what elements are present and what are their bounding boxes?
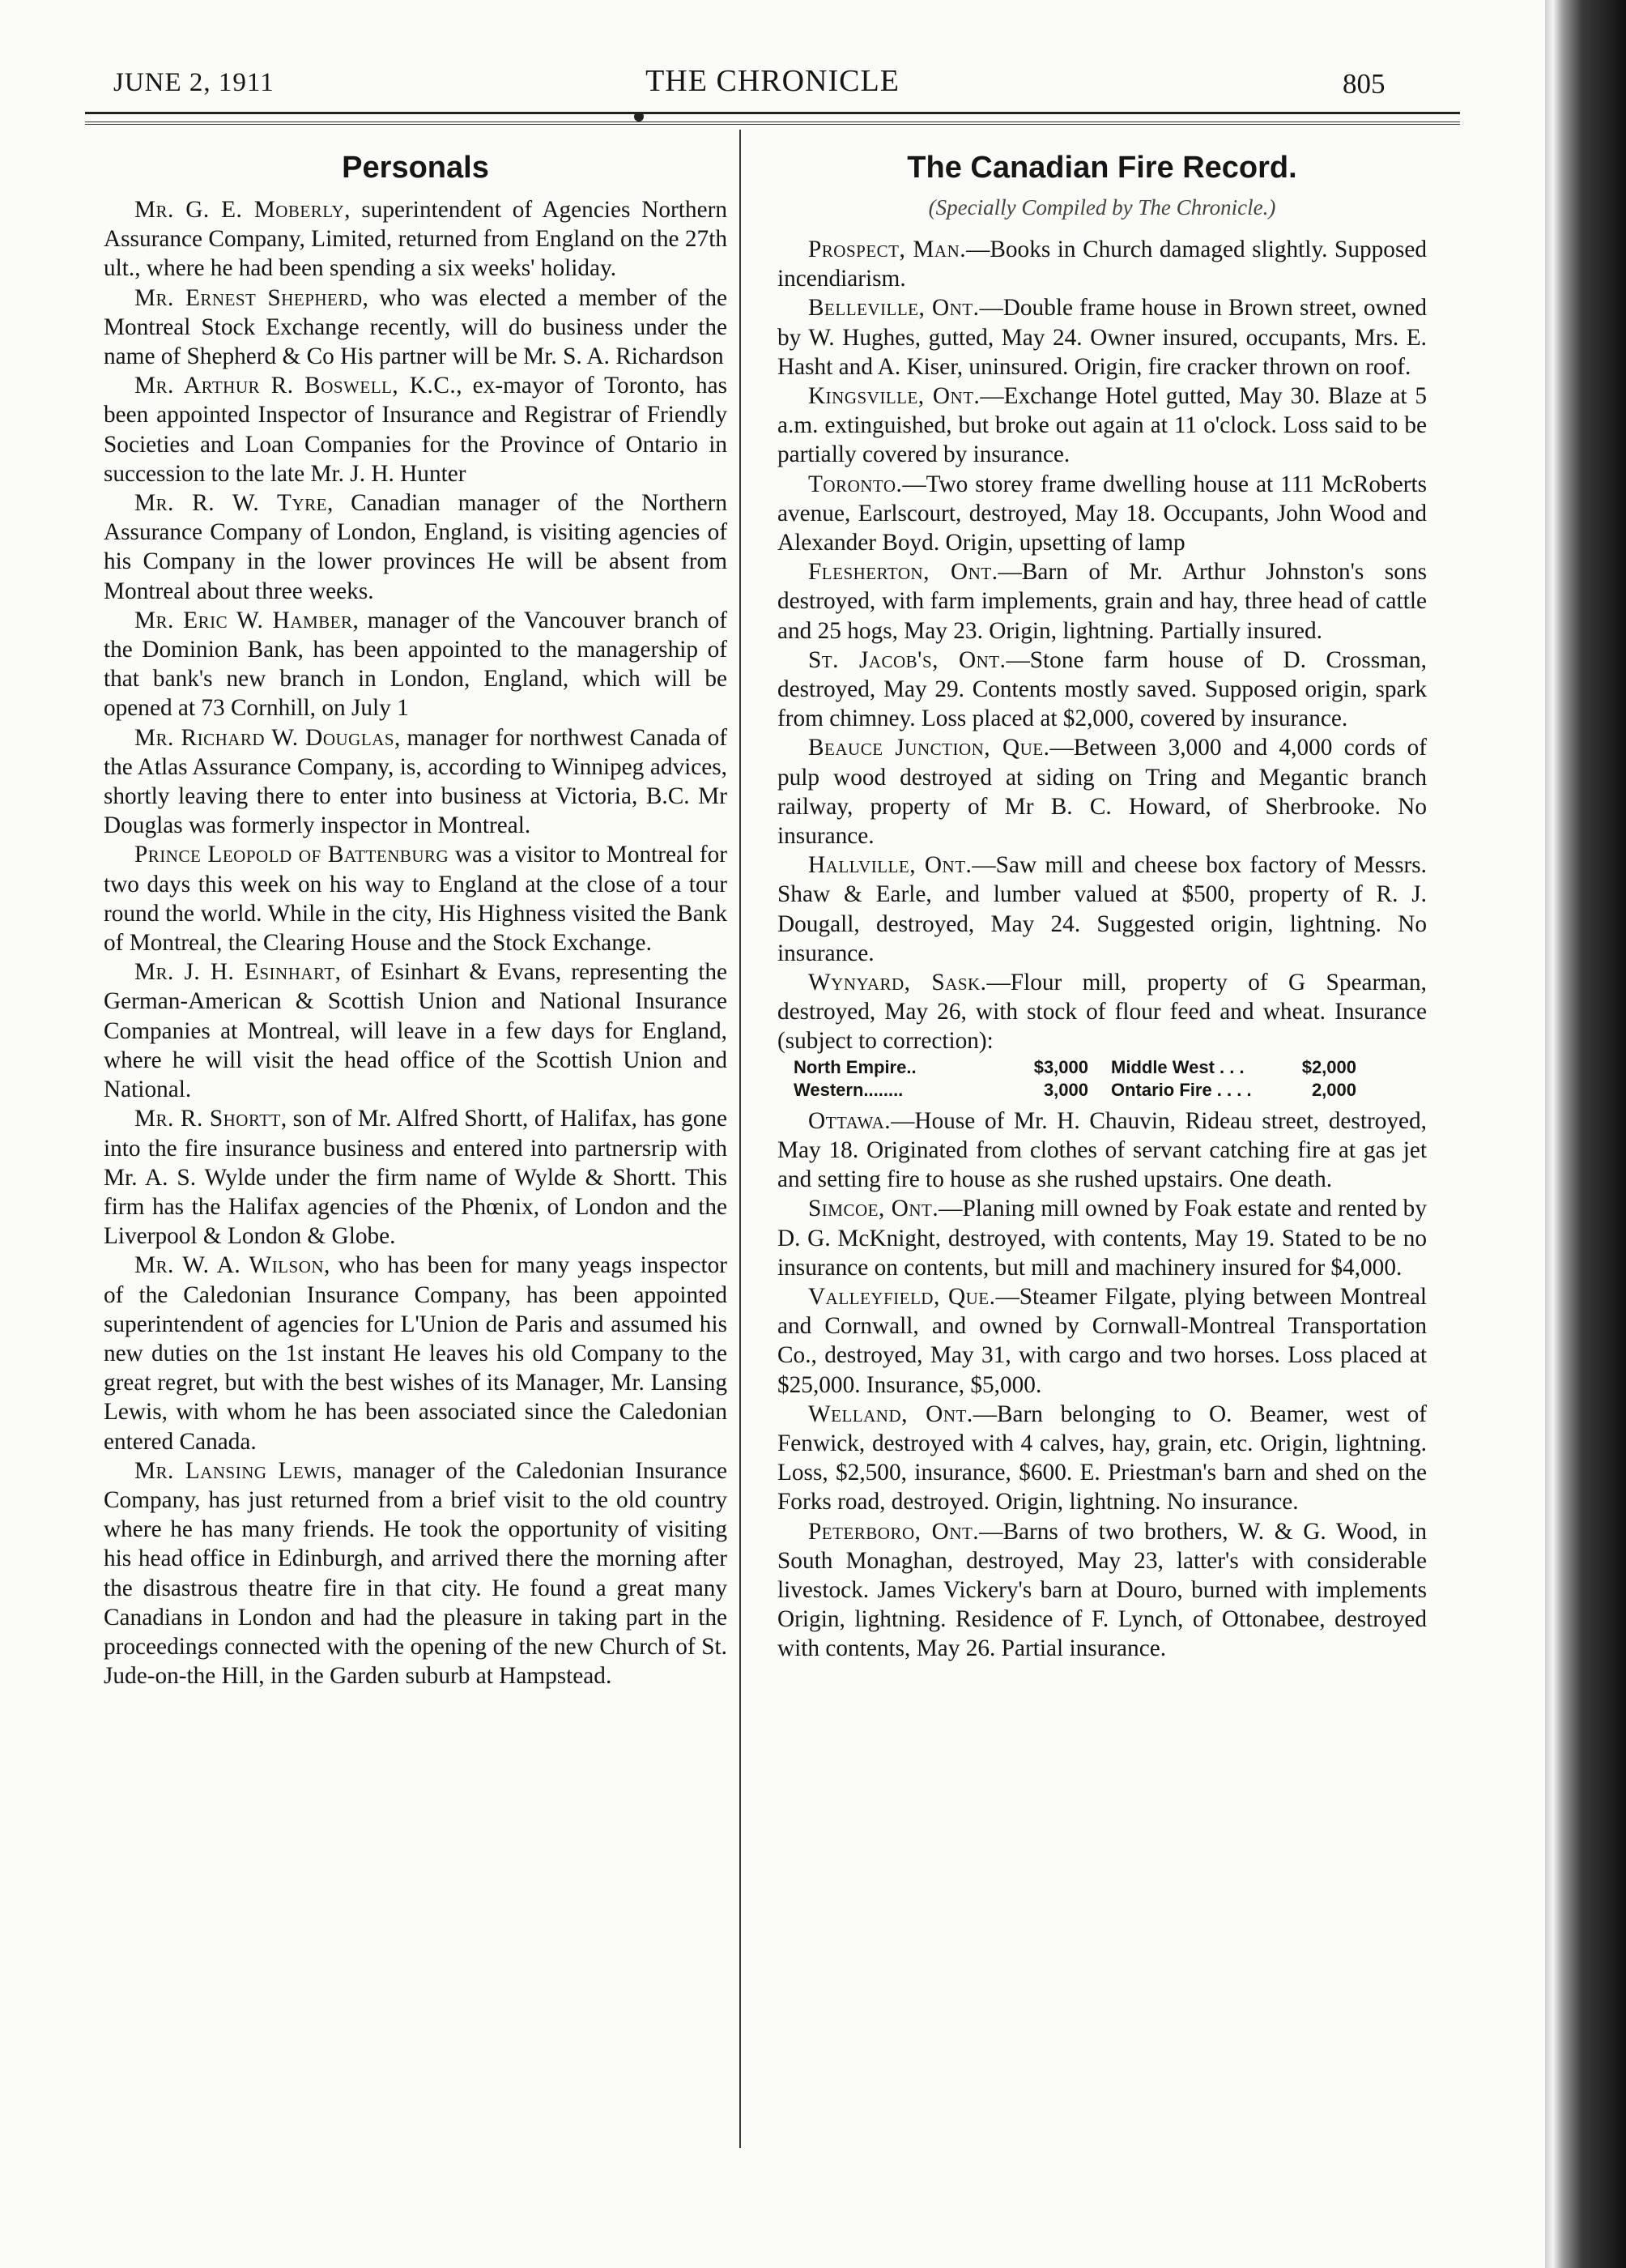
personals-list: [104, 195, 727, 1690]
fire-location: Beauce Junction, Que.: [808, 735, 1050, 761]
person-name: Prince Leopold of Battenburg: [134, 842, 449, 868]
person-name: Mr. R. Shortt: [134, 1106, 281, 1132]
personal-entry: [104, 606, 727, 723]
entry-text: —Steamer Filgate, plying between Montreal and Cornwall, and owned by Cornwall-Montreal Transportation Co., destroyed, May 31, with cargo and two horses. Loss placed at $25,000. Insurance, $5,000.: [777, 1283, 1428, 1398]
entry-text: , manager of the Vancouver branch of the Dominion Bank, has been appointed to the managership of that bank's new branch in London, England, which will be opened at 73 Cornhill, on July 1: [104, 607, 727, 722]
entry-text: , manager for northwest Canada of the Atlas Assurance Company, is, according to Winnipeg advices, shortly leaving there to enter into business at Victoria, B.C. Mr Douglas was formerly inspector in Montreal.: [104, 724, 727, 839]
insurance-table: [794, 1056, 1427, 1102]
insured-amount: 3,000: [1043, 1079, 1088, 1100]
fire-entry: [777, 646, 1427, 734]
fire-location: Toronto.: [808, 471, 903, 497]
issue-date: JUNE 2, 1911: [113, 68, 275, 97]
fire-record-list: [777, 235, 1427, 1056]
entry-text: , ex-mayor of Toronto, has been appointed Inspector of Insurance and Registrar of Friendly Societies and Loan Companies for the Province of Ontario in succession to the late Mr. J. H. Hunter: [104, 373, 728, 487]
insured-amount: $2,000: [1301, 1056, 1356, 1077]
fire-location: Peterboro, Ont.: [808, 1518, 980, 1545]
fire-entry: [777, 850, 1427, 968]
entry-text: —Barn of Mr. Arthur Johnston's sons destroyed, with farm implements, grain and hay, three head of cattle and 25 hogs, May 23. Origin, lightning. Partially insured.: [777, 559, 1427, 644]
entry-text: , who was elected a member of the Montreal Stock Exchange recently, will do business under the name of Shepherd & Co His partner will be Mr. S. A. Richardson: [104, 284, 727, 370]
insured-amount: $3,000: [1033, 1056, 1088, 1077]
entry-text: , of Esinhart & Evans, representing the German-American & Scottish Union and National Insurance Companies at Montreal, will leave in a few days for England, where he will visit the head office of the Scottish Union and National.: [104, 959, 728, 1103]
header-rule: [85, 112, 1460, 114]
fire-entry: [777, 235, 1427, 293]
entry-text: —Planing mill owned by Foak estate and rented by D. G. McKnight, destroyed, with contents, May 19. Stated to be no insurance on contents, but mill and machinery insured for $4,000.: [777, 1196, 1427, 1281]
fire-location: Hallville, Ont.: [808, 852, 973, 879]
entry-text: , superintendent of Agencies Northern Assurance Company, Limited, returned from England on the 27th ult., where he had been spending a six weeks' holiday.: [104, 197, 727, 282]
personal-entry: [104, 1251, 727, 1456]
personal-entry: [104, 195, 727, 284]
fire-entry: [777, 293, 1427, 382]
person-name: Mr. Lansing Lewis: [134, 1457, 337, 1484]
entry-text: —Flour mill, property of G Spearman, destroyed, May 26, with stock of flour feed and wheat. Insurance (subject to correction):: [777, 970, 1428, 1055]
entry-text: —Barn belonging to O. Beamer, west of Fenwick, destroyed with 4 calves, hay, grain, etc. Origin, lightning. Loss, $2,500, insurance, $600. E. Priestman's barn and shed on the Forks road, destroyed. Origin, lightning. No insurance.: [777, 1400, 1427, 1516]
fire-entry: [777, 470, 1427, 558]
person-name: Mr. R. W. Tyre: [134, 490, 327, 517]
personal-entry: [104, 1456, 727, 1691]
fire-entry: [777, 1282, 1427, 1400]
entry-text: —Two storey frame dwelling house at 111 McRoberts avenue, Earlscourt, destroyed, May 18. Occupants, John Wood and Alexander Boyd. Origin, upsetting of lamp: [777, 471, 1427, 556]
entry-text: —Barns of two brothers, W. & G. Wood, in South Monaghan, destroyed, May 23, latter's with considerable livestock. James Vickery's barn at Douro, burned with implements Origin, lightning. Residence of F. Lynch, of Ottonabee, destroyed with contents, May 26. Partial insurance.: [777, 1518, 1427, 1662]
fire-entry: [777, 382, 1427, 470]
entry-text: —Saw mill and cheese box factory of Messrs. Shaw & Earle, and lumber valued at $500, property of R. J. Dougall, destroyed, May 24. Suggested origin, lightning. No insurance.: [777, 852, 1427, 966]
person-name: Mr. Richard W. Douglas: [134, 724, 395, 751]
fire-entry: [777, 968, 1427, 1056]
fire-location: Prospect, Man.: [808, 237, 967, 262]
entry-text: —Stone farm house of D. Crossman, destroyed, May 29. Contents mostly saved. Supposed origin, spark from chimney. Loss placed at $2,000, covered by insurance.: [777, 646, 1427, 732]
fire-entry: [777, 1194, 1427, 1282]
personal-entry: [104, 840, 727, 957]
insurer-name: Ontario Fire . . . .: [1111, 1079, 1252, 1100]
person-name: Mr. Eric W. Hamber: [134, 607, 353, 633]
fire-location: Kingsville, Ont.: [808, 383, 981, 410]
person-name: Mr. J. H. Esinhart: [134, 959, 335, 986]
entry-text: , son of Mr. Alfred Shortt, of Halifax, has gone into the fire insurance business and entered into partnersrip with Mr. A. S. Wylde under the firm name of Wylde & Shortt. This firm has the Halifax agencies of the Phœnix, of London and the Liverpool & London & Globe.: [104, 1106, 728, 1250]
entry-text: was a visitor to Montreal for two days this week on his way to England at the close of a tour round the world. While in the city, His Highness visited the Bank of Montreal, the Clearing House and the Stock Exchange.: [104, 842, 727, 957]
column-divider: [739, 130, 741, 2148]
entry-text: —House of Mr. H. Chauvin, Rideau street, destroyed, May 18. Originated from clothes of servant catching fire at gas jet and setting fire to house as she rushed upstairs. One death.: [777, 1107, 1427, 1193]
header-rule-ornament: [634, 112, 644, 122]
person-name: Mr. Arthur R. Boswell, K.C.: [134, 373, 457, 399]
fire-location: Belleville, Ont.: [808, 295, 980, 322]
fire-record-heading: The Canadian Fire Record.: [907, 151, 1297, 185]
fire-entry: [777, 733, 1427, 850]
personal-entry: [104, 488, 727, 606]
personal-entry: [104, 284, 727, 372]
insured-amount: 2,000: [1311, 1079, 1356, 1100]
page-number: 805: [1343, 68, 1386, 100]
entry-text: , manager of the Caledonian Insurance Company, has just returned from a brief visit to the old country where he has many friends. He took the opportunity of visiting his head office in Edinburgh, and arrived there the morning after the disastrous theatre fire in that city. He found a great many Canadians in London and had the pleasure in taking part in the proceedings connected with the opening of the new Church of St. Jude-on-the Hill, in the Garden suburb at Hampstead.: [104, 1457, 727, 1690]
entry-text: —Between 3,000 and 4,000 cords of pulp wood destroyed at siding on Tring and Megantic branch railway, property of Mr B. C. Howard, of Sherbrooke. No insurance.: [777, 735, 1427, 850]
entry-text: —Books in Church damaged slightly. Supposed incendiarism.: [777, 237, 1427, 292]
fire-location: Ottawa.: [808, 1107, 892, 1134]
book-page-edges: [1545, 0, 1626, 2268]
insurer-name: Western........: [794, 1079, 904, 1100]
entry-text: —Exchange Hotel gutted, May 30. Blaze at 5 a.m. extinguished, but broke out again at 11 o'clock. Loss said to be partially covered by insurance.: [777, 383, 1427, 468]
insurer-name: North Empire..: [794, 1056, 917, 1077]
personal-entry: [104, 1104, 727, 1251]
personals-heading: Personals: [342, 151, 489, 185]
fire-location: Valleyfield, Que.: [808, 1283, 996, 1310]
entry-text: —Double frame house in Brown street, owned by W. Hughes, gutted, May 24. Owner insured, occupants, Mrs. E. Hasht and A. Kiser, uninsured. Origin, fire cracker thrown on roof.: [777, 295, 1427, 380]
fire-entry: [777, 557, 1427, 646]
personals-column: [104, 144, 727, 1690]
publication-title: THE CHRONICLE: [645, 64, 900, 98]
fire-record-subheading: (Specially Compiled by The Chronicle.): [928, 195, 1276, 220]
personal-entry: [104, 957, 727, 1104]
entry-text: , who has been for many yeags inspector of the Caledonian Insurance Company, has been appointed superintendent of agencies for L'Union de Paris and assumed his new duties on the 1st instant He leaves his old Company to the great regret, but with the best wishes of its Manager, Mr. Lansing Lewis, with whom he has been associated since the Caledonian entered Canada.: [104, 1252, 727, 1455]
person-name: Mr. W. A. Wilson: [134, 1252, 325, 1279]
fire-record-column: [777, 144, 1427, 1664]
person-name: Mr. G. E. Moberly: [134, 197, 345, 223]
fire-location: Flesherton, Ont.: [808, 559, 998, 586]
personal-entry: [104, 723, 727, 841]
fire-entry: [777, 1400, 1427, 1517]
entry-text: , Canadian manager of the Northern Assurance Company of London, England, is visiting agencies of his Company in the lower provinces He will be absent from Montreal about three weeks.: [104, 490, 728, 604]
person-name: Mr. Ernest Shepherd: [134, 284, 363, 311]
fire-location: Wynyard, Sask.: [808, 970, 987, 996]
personal-entry: [104, 371, 727, 488]
fire-entry: [777, 1106, 1427, 1195]
fire-entry: [777, 1517, 1427, 1664]
header-double-rule: [85, 122, 1460, 125]
fire-location: Welland, Ont.: [808, 1400, 973, 1427]
insurer-name: Middle West . . .: [1111, 1056, 1245, 1077]
fire-location: Simcoe, Ont.: [808, 1196, 939, 1222]
running-head: [0, 62, 1545, 110]
fire-location: St. Jacob's, Ont.: [808, 646, 1007, 673]
fire-record-list-continued: [777, 1106, 1427, 1664]
